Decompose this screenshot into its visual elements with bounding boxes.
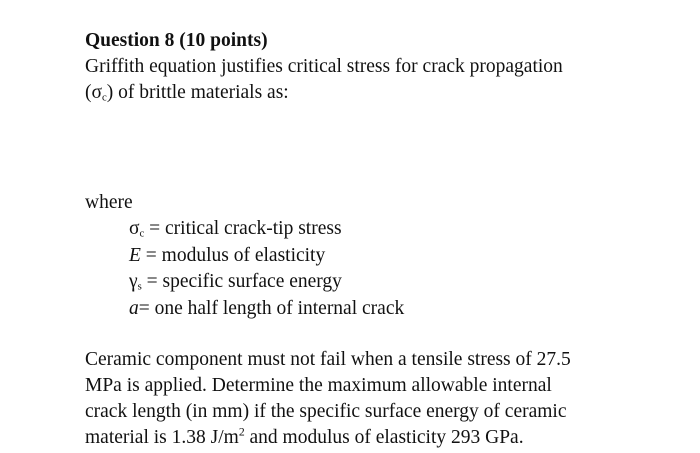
def-gamma-symbol: γ	[129, 271, 138, 292]
problem-statement	[85, 347, 665, 451]
definition-gamma	[129, 269, 665, 296]
def-sigma-subscript: c	[139, 227, 145, 240]
where-label: where	[85, 192, 133, 213]
def-e-text: = modulus of elasticity	[140, 244, 326, 266]
question-intro	[85, 54, 665, 106]
problem-line-4-start: material is 1.38 J/m	[85, 427, 239, 448]
problem-line-2: MPa is applied. Determine the maximum allowable internal	[85, 375, 552, 396]
intro-open-paren: (	[85, 82, 92, 103]
def-sigma-text: = critical crack-tip stress	[144, 218, 342, 239]
intro-line-1: Griffith equation justifies critical stress for crack propagation	[85, 56, 563, 77]
definition-a	[129, 296, 665, 323]
def-a-symbol: a	[129, 297, 139, 319]
question-title: Question 8 (10 points)	[85, 30, 268, 51]
def-gamma-subscript: s	[137, 280, 142, 293]
intro-close-text: ) of brittle materials as:	[106, 82, 289, 103]
problem-line-3: crack length (in mm) if the specific surface energy of ceramic	[85, 401, 567, 422]
question-block	[85, 28, 665, 451]
def-a-text: = one half length of internal crack	[138, 297, 405, 319]
def-sigma-symbol: σ	[129, 218, 140, 239]
def-e-symbol: E	[129, 244, 141, 266]
def-gamma-text: = specific surface energy	[141, 271, 342, 292]
squared-superscript: 2	[238, 425, 245, 439]
problem-line-4	[85, 425, 665, 451]
definition-e	[129, 243, 665, 270]
definition-sigma	[129, 216, 665, 243]
definitions-list	[129, 216, 665, 322]
sigma-symbol: σ	[91, 82, 103, 103]
problem-line-1: Ceramic component must not fail when a tensile stress of 27.5	[85, 349, 571, 370]
sigma-subscript: c	[102, 91, 107, 104]
problem-line-4-end: and modulus of elasticity 293 GPa.	[244, 427, 524, 448]
intro-line-2	[85, 80, 665, 106]
